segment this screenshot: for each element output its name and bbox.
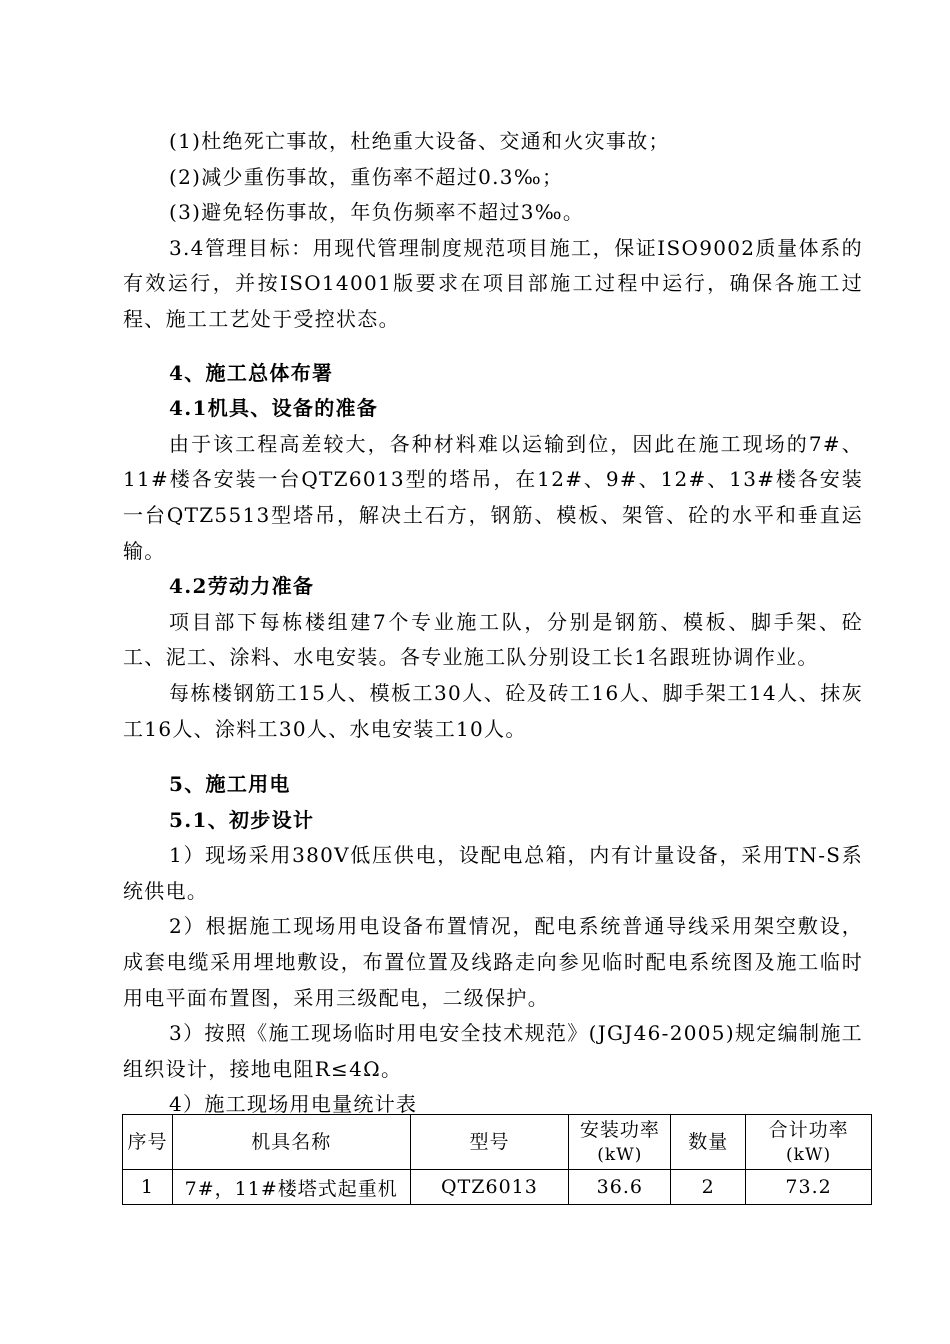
subsection-heading: 4.2劳动力准备 [169, 574, 315, 599]
paragraph: 每栋楼钢筋工15人、模板工30人、砼及砖工16人、脚手架工14人、抹灰工16人、涂料工30人、水电安装工10人。 [123, 680, 863, 741]
subsection-heading: 4.1机具、设备的准备 [169, 396, 379, 421]
paragraph: (3)避免轻伤事故，年负伤频率不超过3‰。 [169, 200, 585, 225]
paragraph: 项目部下每栋楼组建7个专业施工队，分别是钢筋、模板、脚手架、砼工、泥工、涂料、水电安装。各专业施工队分别设工长1名跟班协调作业。 [123, 609, 863, 670]
paragraph: (2)减少重伤事故，重伤率不超过0.3‰； [169, 164, 564, 189]
section-heading: 4、施工总体布署 [169, 360, 334, 385]
table-caption: 4）施工现场用电量统计表 [169, 1092, 418, 1117]
header-installed-power-label: 安装功率 [579, 1118, 660, 1141]
header-total-power-unit: (kW) [786, 1144, 832, 1165]
power-usage-table [122, 1114, 872, 1205]
header-total-power-label: 合计功率 [768, 1118, 849, 1141]
header-model: 型号 [410, 1115, 569, 1170]
header-installed-power [569, 1115, 671, 1170]
header-name: 机具名称 [172, 1115, 410, 1170]
paragraph: (1)杜绝死亡事故，杜绝重大设备、交通和火灾事故； [169, 129, 670, 153]
paragraph: 3）按照《施工现场临时用电安全技术规范》(JGJ46-2005)规定编制施工组织设计，接地电阻R≤4Ω。 [123, 1021, 863, 1081]
subsection-heading: 5.1、初步设计 [169, 807, 315, 832]
paragraph: 由于该工程高差较大，各种材料难以运输到位，因此在施工现场的7#、11#楼各安装一台QTZ6013型的塔吊，在12#、9#、12#、13#楼各安装一台QTZ5513型塔吊，解决土石方，钢筋、模板、架管、砼的水平和垂直运输。 [123, 431, 863, 563]
paragraph: 2）根据施工现场用电设备布置情况，配电系统普通导线采用架空敷设，成套电缆采用埋地敷设，布置位置及线路走向参见临时配电系统图及施工临时用电平面布置图，采用三级配电，二级保护。 [123, 914, 863, 1010]
section-heading: 5、施工用电 [169, 772, 291, 797]
table-row [123, 1170, 872, 1205]
header-installed-power-unit: (kW) [597, 1144, 643, 1165]
cell-no: 1 [123, 1170, 173, 1205]
header-no: 序号 [123, 1115, 173, 1170]
cell-power: 36.6 [569, 1170, 671, 1205]
table-header-row [123, 1115, 872, 1170]
cell-model: QTZ6013 [410, 1170, 569, 1205]
document-body [123, 124, 863, 1123]
header-total-power [746, 1115, 872, 1170]
cell-total: 73.2 [746, 1170, 872, 1205]
cell-name: 7#，11#楼塔式起重机 [172, 1170, 410, 1205]
paragraph: 1）现场采用380V低压供电，设配电总箱，内有计量设备，采用TN-S系统供电。 [123, 843, 863, 903]
header-qty: 数量 [671, 1115, 746, 1170]
paragraph: 3.4管理目标：用现代管理制度规范项目施工，保证ISO9002质量体系的有效运行，并按ISO14001版要求在项目部施工过程中运行，确保各施工过程、施工工艺处于受控状态。 [123, 235, 863, 331]
cell-qty: 2 [671, 1170, 746, 1205]
